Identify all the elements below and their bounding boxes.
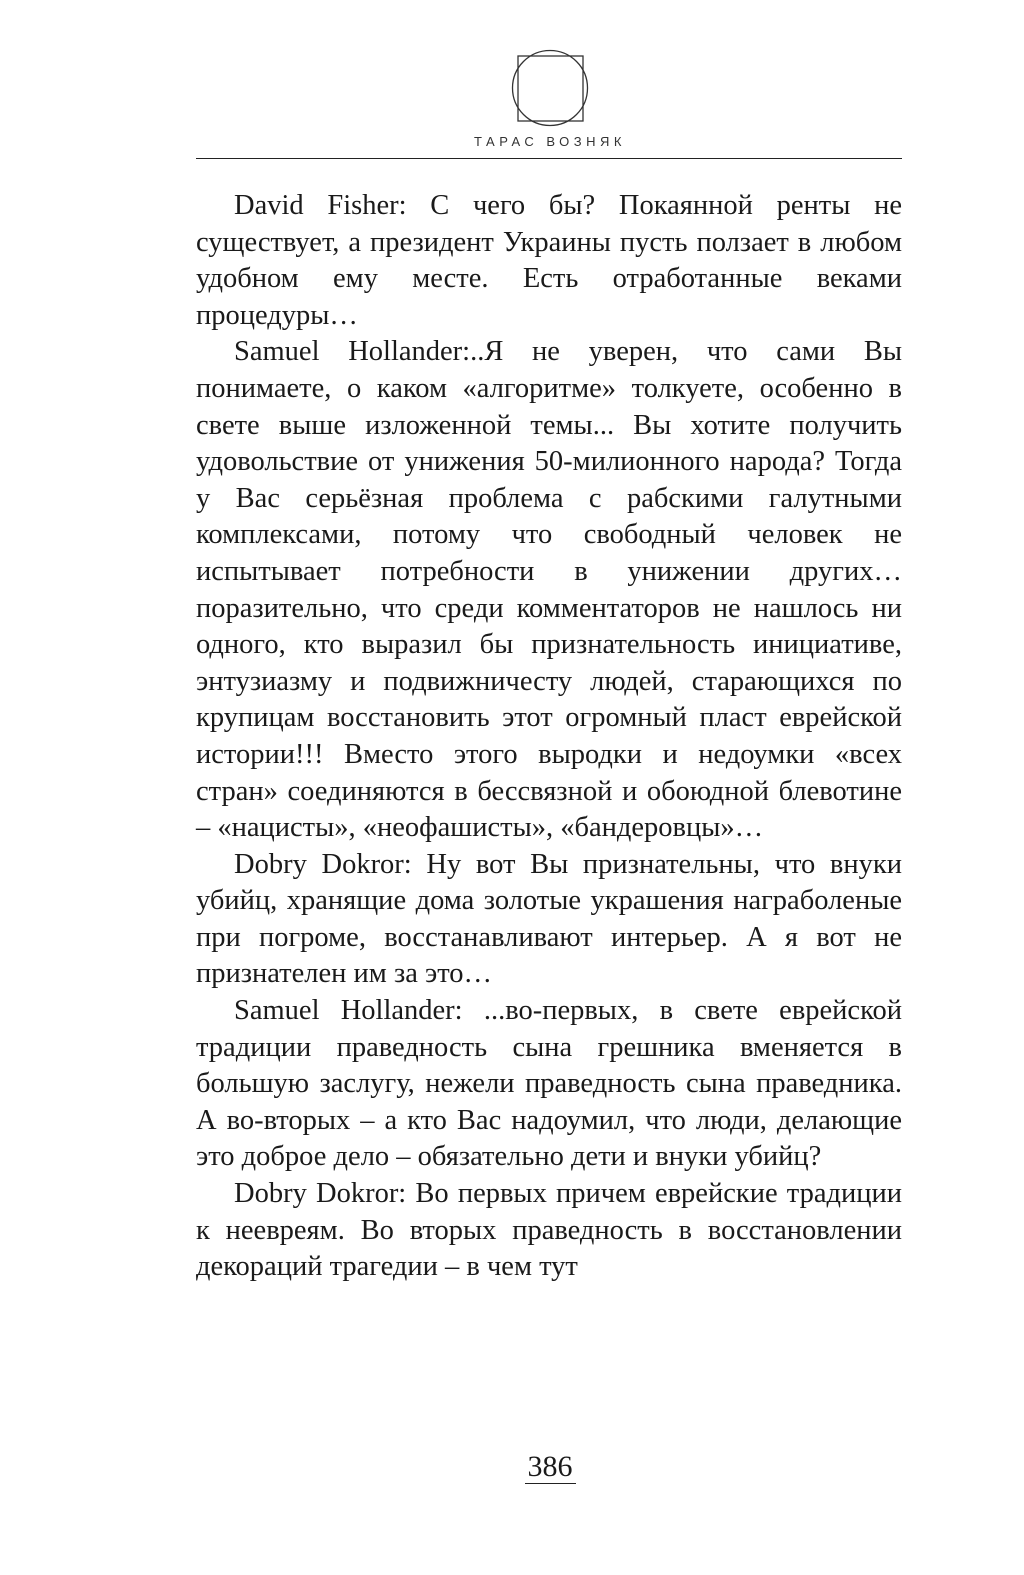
paragraph-david-fisher: David Fisher: С чего бы? Покаянной ренты не существует, а президент Украины пусть ползает в любом удобном ему месте. Есть отработанные веками процедуры… [196,190,902,331]
emblem-circle [513,51,588,126]
emblem-square [518,56,583,121]
emblem-logo [510,48,590,128]
page-number [0,1450,1024,1484]
page-number-value: 386 [525,1450,576,1484]
paragraph-dobry-dokror-1: Dobry Dokror: Ну вот Вы признательны, что внуки убийц, хранящие дома золотые украшения награболеные при погроме, восстанавливают интерьер. А я вот не признателен им за это… [196,848,902,990]
running-header-title: ТАРАС ВОЗНЯК [474,134,626,149]
paragraph-samuel-hollander-1: Samuel Hollander:..Я не уверен, что сами Вы понимаете, о каком «алгоритме» толкуете, особенно в свете выше изложенной темы... Вы хотите получить удовольствие от унижения 50-милионного народа? Тогда у Вас серьёзная проблема с рабскими галутными комплексами, потому что свободный человек не испытывает потребности в унижении других… поразительно, что среди комментаторов не нашлось ни одного, кто выразил бы признательность инициативе, энтузиазму и подвижничесту людей, старающихся по крупицам восстановить этот огромный пласт еврейской истории!!! Вместо этого выродки и недоумки «всех стран» соединяются в бессвязной и обоюдной блевотине – «нацисты», «неофашисты», «бандеровцы»… [196,336,902,844]
paragraph-dobry-dokror-2: Dobry Dokror: Во первых причем еврейские традиции к неевреям. Во вторых праведность в восстановлении декораций трагедии – в чем тут [196,1178,902,1283]
header-rule [196,158,902,159]
body-text [196,188,902,1286]
paragraph-samuel-hollander-2: Samuel Hollander: ...во-первых, в свете еврейской традиции праведность сына грешника вменяется в большую заслугу, нежели праведность сына праведника. А во-вторых – а кто Вас надоумил, что люди, делающие это доброе дело – обязательно дети и внуки убийц? [196,995,902,1173]
